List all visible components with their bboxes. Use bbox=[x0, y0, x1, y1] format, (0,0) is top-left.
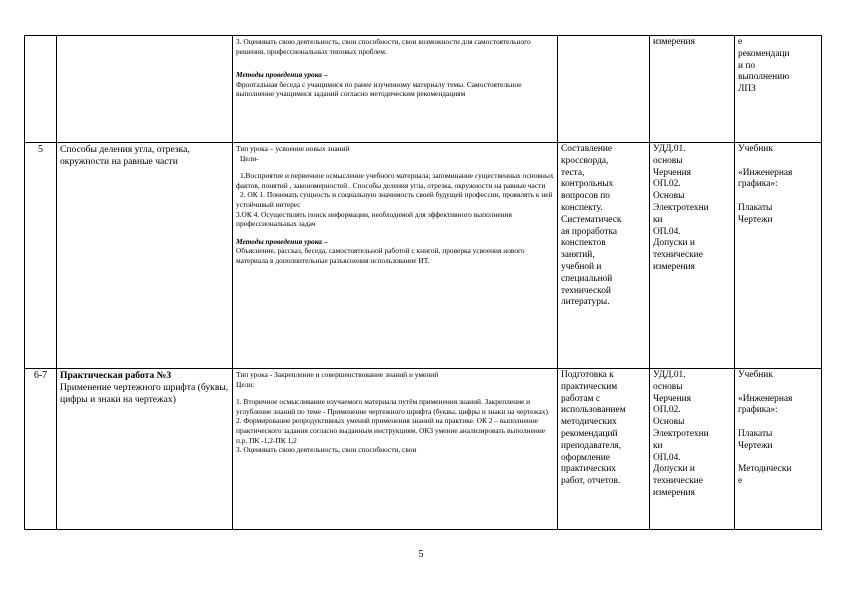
indep-line: занятий, bbox=[561, 250, 595, 261]
resource-line: е bbox=[738, 37, 743, 47]
competency-line: ки bbox=[653, 214, 663, 225]
competency-line: ОП.04. bbox=[653, 452, 681, 463]
competency-line: измерения bbox=[653, 487, 695, 498]
row-number-cell bbox=[25, 36, 57, 143]
independent-work-cell bbox=[558, 143, 650, 369]
competency-line: ОП.02. bbox=[653, 179, 681, 190]
resources-cell bbox=[735, 143, 822, 369]
topic-cell bbox=[57, 369, 233, 530]
competency-line: Черчения bbox=[653, 167, 691, 178]
goal-item: 1.Восприятие и первичное осмысление учебного материала; запоминание существенных основных фактов, понятий , закономерностей . Способы деления угла, отрезка, окружности на равные части bbox=[236, 171, 554, 190]
resource-line: ЛПЗ bbox=[738, 84, 756, 95]
competency-line: технические bbox=[653, 250, 703, 261]
resource-line bbox=[738, 382, 818, 394]
lesson-plan-table bbox=[24, 35, 822, 530]
lesson-content-cell bbox=[233, 36, 558, 143]
practical-work-title: Практическая работа №3 bbox=[60, 370, 172, 381]
goal-item: 2. ОК 1. Понимать сущность и социальную значимость своей будущей профессии, проявлять к ней устойчивый интерес bbox=[236, 190, 553, 209]
resource-line: Учебник bbox=[738, 144, 773, 154]
competency-line: УДД.01. bbox=[653, 370, 686, 380]
indep-line: литературы. bbox=[561, 297, 610, 308]
resource-line bbox=[738, 453, 818, 465]
indep-line: преподавателя, bbox=[561, 440, 622, 451]
indep-line: кроссворда, bbox=[561, 155, 609, 166]
indep-line: работам с bbox=[561, 393, 600, 404]
resource-line: Учебник bbox=[738, 370, 773, 380]
resource-line: выполнению bbox=[738, 72, 790, 83]
lesson-type: Тип урока – усвоение новых знаний bbox=[236, 144, 350, 153]
resource-line: рекомендаци bbox=[738, 48, 790, 59]
resource-line: Плакаты bbox=[738, 202, 773, 213]
competency-line: Основы bbox=[653, 191, 685, 202]
competency-line: основы bbox=[653, 381, 683, 392]
competency-line: технические bbox=[653, 476, 703, 487]
competency-line: Допуски и bbox=[653, 238, 695, 249]
row-number-cell: 6-7 bbox=[25, 369, 57, 530]
indep-line: использованием bbox=[561, 405, 626, 416]
resource-line: и по bbox=[738, 60, 756, 71]
competency-line: Электротехни bbox=[653, 202, 709, 213]
competency-line: измерения bbox=[653, 37, 695, 47]
resource-line: графика»: bbox=[738, 405, 778, 416]
competencies-cell bbox=[650, 369, 735, 530]
indep-line: оформление bbox=[561, 452, 610, 463]
page-number: 5 bbox=[418, 549, 424, 560]
row-number-cell: 5 bbox=[25, 143, 57, 369]
resource-line: е bbox=[738, 476, 743, 487]
resource-line bbox=[738, 417, 818, 429]
resource-line: Чертежи bbox=[738, 214, 773, 225]
competency-line: УДД.01. bbox=[653, 144, 686, 154]
resource-line: «Инженерная bbox=[738, 167, 793, 178]
resource-line: «Инженерная bbox=[738, 393, 793, 404]
resource-line: графика»: bbox=[738, 179, 778, 190]
lesson-content-cell bbox=[233, 143, 558, 369]
competency-line: Черчения bbox=[653, 393, 691, 404]
methods-text: Фронтальная беседа с учащимися по ранее изученному материалу темы. Самостоятельное выполнение учащимися заданий согласно методическим рекомендациям bbox=[236, 79, 522, 99]
methods-heading: Методы проведения урока – bbox=[236, 70, 328, 80]
indep-line: практических bbox=[561, 464, 616, 475]
indep-line: Систематическ bbox=[561, 214, 622, 225]
methods-heading: Методы проведения урока – bbox=[236, 236, 328, 246]
indep-line: практическим bbox=[561, 381, 618, 392]
goals-label: Цели- bbox=[240, 153, 259, 163]
independent-work-cell bbox=[558, 369, 650, 530]
indep-line: Составление bbox=[561, 144, 613, 154]
indep-line: вопросов по bbox=[561, 191, 610, 202]
goals-label: Цели: bbox=[236, 379, 255, 389]
competencies-cell bbox=[650, 143, 735, 369]
topic-cell bbox=[57, 36, 233, 143]
goal-item: 3. Оценивать свою деятельность, свои способности, свои bbox=[236, 445, 417, 455]
indep-line: технической bbox=[561, 285, 611, 296]
indep-line: конспекту. bbox=[561, 202, 603, 213]
table-row bbox=[25, 36, 822, 143]
resource-line: Методически bbox=[738, 464, 792, 475]
resources-cell bbox=[735, 36, 822, 143]
goal-item: 3.ОК 4. Осуществлять поиск информации, необходимой для эффективного выполнения профессиональных задач bbox=[236, 209, 512, 229]
table-row bbox=[25, 369, 822, 530]
indep-line: специальной bbox=[561, 273, 613, 284]
table-row bbox=[25, 143, 822, 369]
resource-line: Чертежи bbox=[738, 440, 773, 451]
indep-line: ая проработка bbox=[561, 226, 618, 237]
resource-line bbox=[738, 191, 818, 203]
topic-text: Применение чертежного шрифта (буквы, цифры и знаки на чертежах) bbox=[60, 382, 229, 405]
resource-line bbox=[738, 156, 818, 168]
competency-line: ОП.04. bbox=[653, 226, 681, 237]
competency-line: Допуски и bbox=[653, 464, 695, 475]
topic-cell: Способы деления угла, отрезка, окружности на равные части bbox=[57, 143, 233, 369]
indep-line: контрольных bbox=[561, 179, 614, 190]
content-text: 3. Оценивать свою деятельность, свои способности, свои возможности для самостоятельного решения, профессиональных типовых проблем. bbox=[236, 37, 531, 56]
indep-line: работ, отчетов. bbox=[561, 476, 621, 487]
resources-cell bbox=[735, 369, 822, 530]
competency-line: ки bbox=[653, 440, 663, 451]
competency-line: ОП.02. bbox=[653, 405, 681, 416]
goal-item: 1. Вторичное осмысливание изучаемого материала путём применения знаний. Закрепление и углубление знаний по теме - Применение чертежного шрифта (буквы, цифры и знаки на чертежах) bbox=[236, 397, 548, 416]
lesson-type: Тип урока - Закрепление и совершенствование знаний и умений bbox=[236, 370, 439, 379]
competencies-cell bbox=[650, 36, 735, 143]
resource-line: Плакаты bbox=[738, 428, 773, 439]
indep-line: методических bbox=[561, 417, 617, 428]
indep-line: Подготовка к bbox=[561, 370, 614, 380]
competency-line: основы bbox=[653, 155, 683, 166]
lesson-content-cell bbox=[233, 369, 558, 530]
methods-text: Объяснение, рассказ, беседа, самостоятельной работой с книгой, проверка усвоения нового материала в дополнительные разъяснения использование ИТ. bbox=[236, 246, 525, 265]
indep-line: конспектов bbox=[561, 238, 606, 249]
indep-line: учебной и bbox=[561, 261, 602, 272]
competency-line: измерения bbox=[653, 261, 695, 272]
independent-work-cell bbox=[558, 36, 650, 143]
competency-line: Электротехни bbox=[653, 428, 709, 439]
competency-line: Основы bbox=[653, 417, 685, 428]
goal-item: 2. Формирование репродуктивных умений применения знаний на практике. ОК 2 – выполнение практического задания согласно выданным инструкциям. ОК3 умение анализировать выполнение п.р. ПК -1,2-ПК 1,2 bbox=[236, 416, 546, 445]
indep-line: рекомендаций bbox=[561, 428, 618, 439]
indep-line: теста, bbox=[561, 167, 585, 178]
